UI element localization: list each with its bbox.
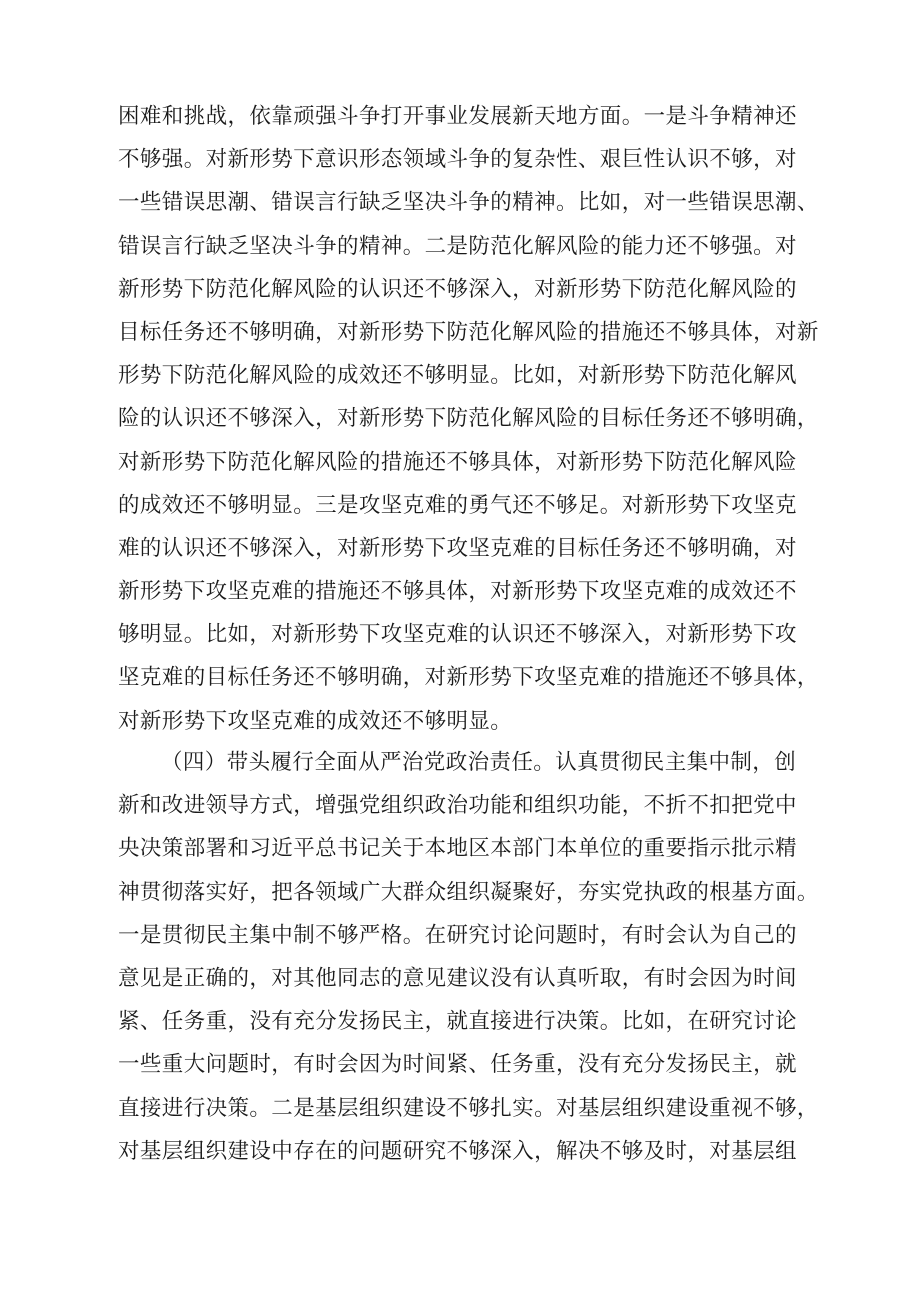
text-line: 一些重大问题时，有时会因为时间紧、任务重，没有充分发扬民主，就 — [118, 1052, 797, 1078]
paragraph-1 — [118, 95, 848, 743]
text-line: 新和改进领导方式，增强党组织政治功能和组织功能，不折不扣把党中 — [118, 793, 797, 819]
text-line: 神贯彻落实好，把各领域广大群众组织凝聚好，夯实党执政的根基方面。 — [118, 879, 819, 905]
text-line: 央决策部署和习近平总书记关于本地区本部门本单位的重要指示批示精 — [118, 836, 797, 862]
text-line: 意见是正确的，对其他同志的意见建议没有认真听取，有时会因为时间 — [118, 965, 797, 991]
text-line: 一些错误思潮、错误言行缺乏坚决斗争的精神。比如，对一些错误思潮、 — [118, 190, 819, 216]
text-line: 困难和挑战，依靠顽强斗争打开事业发展新天地方面。一是斗争精神还 — [118, 104, 797, 129]
text-line: 一是贯彻民主集中制不够严格。在研究讨论问题时，有时会认为自己的 — [118, 922, 797, 948]
text-line: 直接进行决策。二是基层组织建设不够扎实。对基层组织建设重视不够， — [118, 1095, 819, 1121]
text-line: 形势下防范化解风险的成效还不够明显。比如，对新形势下防范化解风 — [118, 363, 797, 389]
paragraph-2 — [118, 741, 848, 1173]
text-line: 够明显。比如，对新形势下攻坚克难的认识还不够深入，对新形势下攻 — [118, 622, 797, 648]
text-line: 的成效还不够明显。三是攻坚克难的勇气还不够足。对新形势下攻坚克 — [118, 492, 797, 518]
text-line: 难的认识还不够深入，对新形势下攻坚克难的目标任务还不够明确，对 — [118, 535, 797, 561]
text-line: 坚克难的目标任务还不够明确，对新形势下攻坚克难的措施还不够具体， — [118, 665, 819, 691]
text-line: 新形势下攻坚克难的措施还不够具体，对新形势下攻坚克难的成效还不 — [118, 579, 797, 605]
text-line: 新形势下防范化解风险的认识还不够深入，对新形势下防范化解风险的 — [118, 276, 797, 302]
text-line: 目标任务还不够明确，对新形势下防范化解风险的措施还不够具体，对新 — [118, 319, 819, 345]
text-line-first: （四）带头履行全面从严治党政治责任。认真贯彻民主集中制，创 — [161, 750, 797, 775]
text-line: 对基层组织建设中存在的问题研究不够深入，解决不够及时，对基层组 — [118, 1138, 797, 1164]
text-line: 对新形势下攻坚克难的成效还不够明显。 — [118, 708, 513, 734]
text-line: 紧、任务重，没有充分发扬民主，就直接进行决策。比如，在研究讨论 — [118, 1009, 797, 1035]
text-line: 对新形势下防范化解风险的措施还不够具体，对新形势下防范化解风险 — [118, 449, 797, 475]
text-line: 错误言行缺乏坚决斗争的精神。二是防范化解风险的能力还不够强。对 — [118, 233, 797, 259]
text-line: 险的认识还不够深入，对新形势下防范化解风险的目标任务还不够明确， — [118, 406, 819, 432]
text-line: 不够强。对新形势下意识形态领域斗争的复杂性、艰巨性认识不够，对 — [118, 147, 797, 173]
